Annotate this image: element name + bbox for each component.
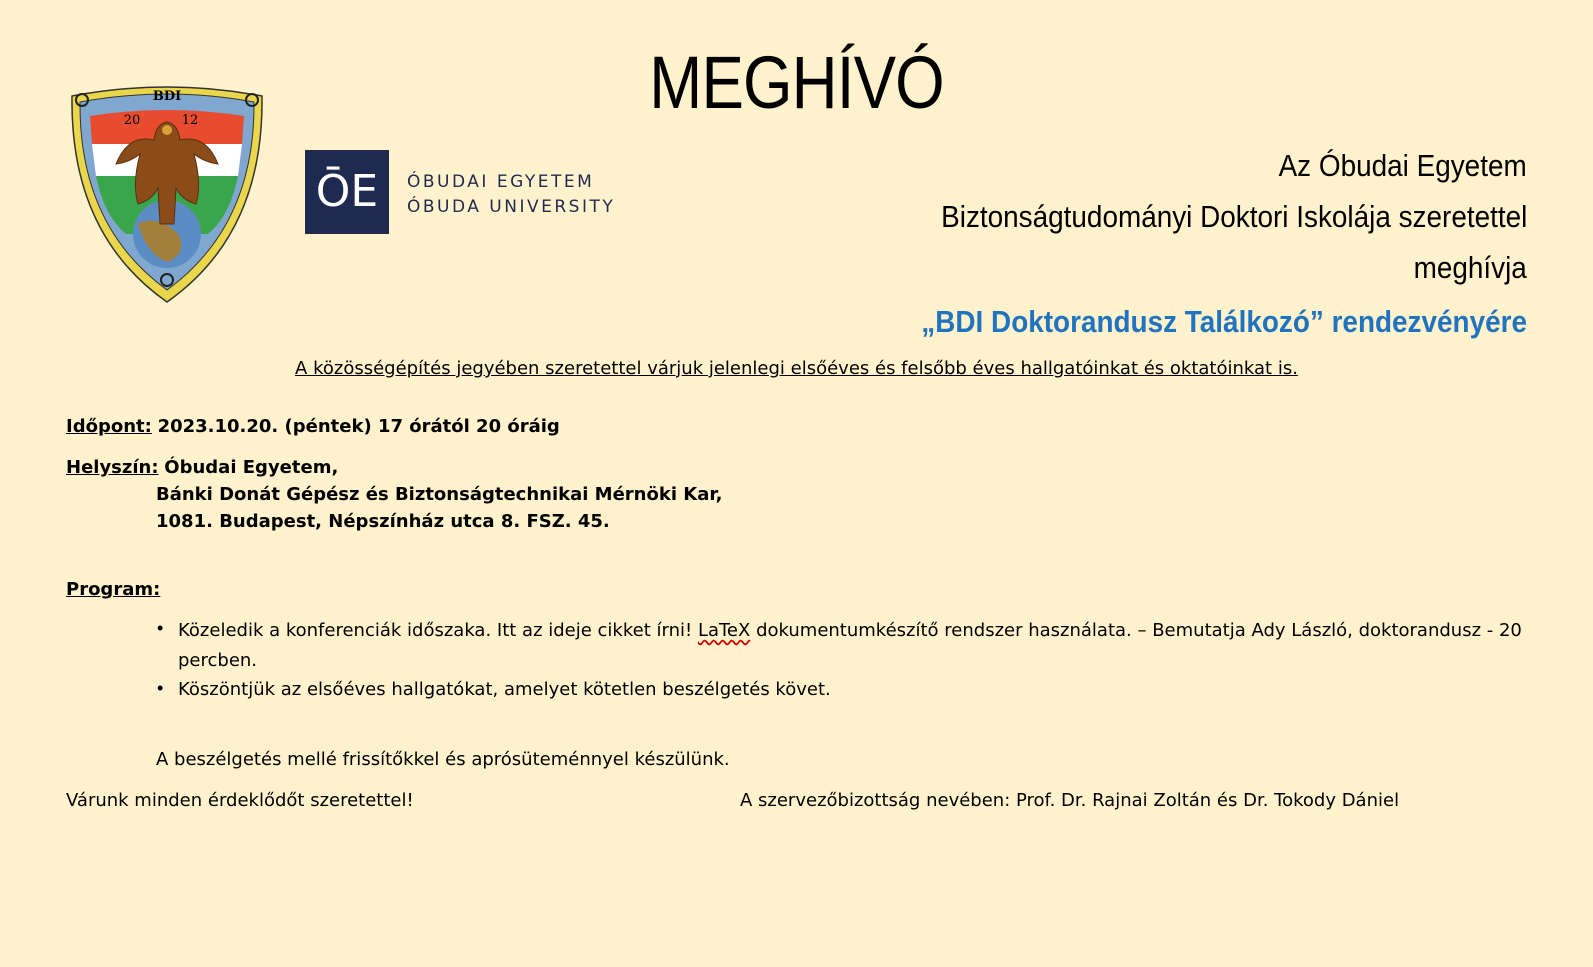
time-row (66, 416, 560, 437)
header-line-2: Biztonságtudományi Doktori Iskolája szeretettel (940, 199, 1527, 234)
time-label: Időpont: (66, 416, 152, 437)
intro-text: A közösségépítés jegyében szeretettel várjuk jelenlegi elsőéves és felsőbb éves hallgatóinkat és oktatóinkat is. (295, 358, 1298, 379)
logo-line-1: ÓBUDAI EGYETEM (407, 172, 595, 192)
place-line-1: Óbudai Egyetem, (164, 457, 339, 478)
program-item-1 (178, 620, 1522, 641)
place-label: Helyszín: (66, 457, 159, 478)
place-line-2: Bánki Donát Gépész és Biztonságtechnikai Mérnöki Kar, (156, 484, 723, 505)
page-title: MEGHÍVÓ (649, 41, 944, 124)
header-line-1: Az Óbudai Egyetem (1278, 148, 1527, 183)
bullet-icon: • (157, 618, 164, 638)
program-item-1-latex: LaTeX (697, 620, 751, 641)
time-value: 2023.10.20. (péntek) 17 órától 20 óráig (157, 416, 560, 437)
place-line-3: 1081. Budapest, Népszínház utca 8. FSZ. 45. (156, 511, 610, 532)
logo-line-2: ÓBUDA UNIVERSITY (407, 197, 616, 217)
event-name: „BDI Doktorandusz Találkozó” rendezvényére (921, 304, 1527, 339)
obuda-university-logo-mark (305, 150, 389, 234)
program-label: Program: (66, 579, 161, 600)
footer-left: Várunk minden érdeklődőt szeretettel! (66, 790, 414, 811)
program-item-1-text-b: dokumentumkészítő rendszer használata. – Bemutatja Ady László, doktorandusz - 20 (750, 620, 1522, 641)
program-item-1-continuation: percben. (178, 650, 258, 671)
place-row (66, 457, 338, 478)
crest-emblem-text: BDI (152, 89, 182, 104)
footer-right: A szervezőbizottság nevében: Prof. Dr. Rajnai Zoltán és Dr. Tokody Dániel (740, 790, 1400, 811)
program-item-1-text-a: Közeledik a konferenciák időszaka. Itt az ideje cikket írni! (178, 620, 698, 641)
logo-mark-text: ŌE (315, 166, 379, 217)
program-item-2: Köszöntjük az elsőéves hallgatókat, amelyet kötetlen beszélgetés követ. (178, 679, 831, 700)
bullet-icon: • (157, 678, 164, 698)
refreshments-text: A beszélgetés mellé frissítőkkel és aprósüteménnyel készülünk. (156, 749, 730, 770)
crest-year-right: 12 (181, 113, 199, 128)
crest-year-left: 20 (123, 113, 141, 128)
bdi-crest-logo (68, 84, 266, 306)
obuda-university-logo-text (407, 170, 615, 220)
header-line-3: meghívja (1413, 250, 1527, 285)
